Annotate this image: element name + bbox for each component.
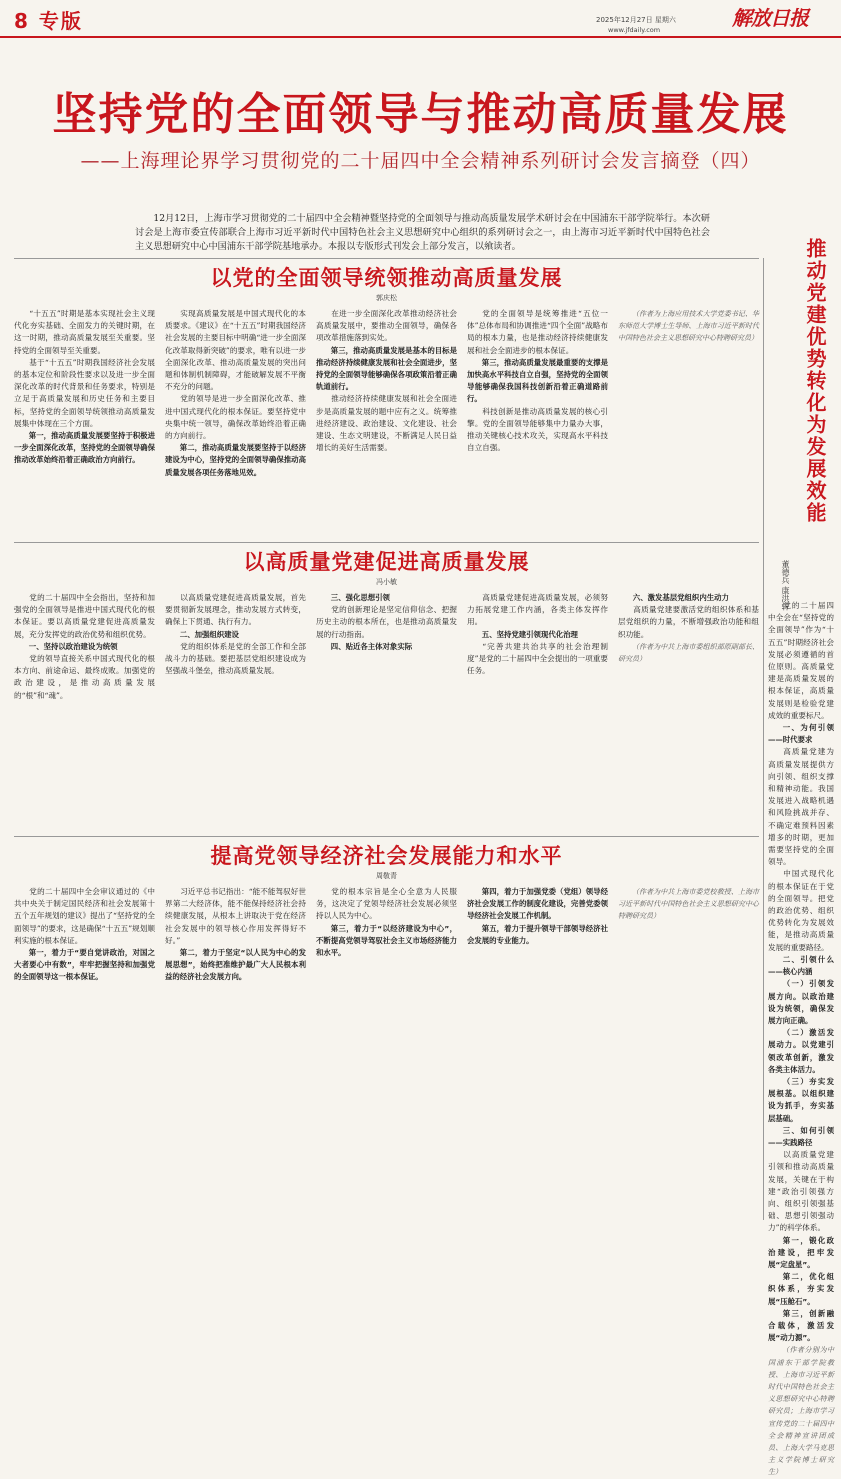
newspaper-logo: 解放日报	[732, 6, 808, 30]
paragraph: 推动经济持续健康发展和社会全面进步是高质量发展的题中应有之义。统筹推进经济建设、政治建设、文化建设、社会建设、生态文明建设，不断满足人民日益增长的美好生活需要。	[316, 394, 457, 453]
paragraph: 二、引领什么——核心内涵	[768, 954, 834, 977]
paragraph: 第二，优化组织体系，夯实发展“压舱石”。	[768, 1272, 834, 1306]
paragraph: 一、坚持以政治建设为统领	[28, 641, 118, 651]
paragraph: 党的全面领导是统筹推进“五位一体”总体布局和协调推进“四个全面”战略布局的根本力量，也是推动经济持续健康发展和社会全面进步的根本保证。	[467, 309, 608, 355]
article2-author: 冯小敏	[376, 578, 397, 586]
paragraph: 党的领导是进一步全面深化改革、推进中国式现代化的根本保证。要坚持党中央集中统一领导，确保改革始终沿着正确的方向前行。	[165, 394, 306, 441]
article2-body	[14, 592, 759, 832]
paragraph: 第五，着力于提升领导干部领导经济社会发展的专业能力。	[467, 923, 608, 945]
paragraph: 党的领导直接关系中国式现代化的根本方向、前途命运、最终成败。加强党的政治建设，是推动高质量发展的“根”和“魂”。	[14, 654, 155, 700]
paragraph: 党的创新理论是坚定信仰信念、把握历史主动的根本所在，也是推动高质量发展的行动指南。	[316, 605, 457, 639]
article3-body	[14, 886, 759, 1220]
article1-column	[316, 308, 457, 538]
article1-column	[467, 308, 608, 538]
article3-column	[14, 886, 155, 1220]
paragraph: 第一，着力于“要自觉讲政治，对国之大者要心中有数”，牢牢把握坚持和加强党的全面领导这一根本保证。	[14, 948, 155, 982]
article3-column	[316, 886, 457, 1220]
paragraph: 三、强化思想引领	[330, 593, 390, 602]
article4-body	[768, 600, 834, 1477]
page-number: 8 专版	[14, 9, 83, 33]
divider	[14, 836, 759, 837]
article1-author: 郭庆松	[376, 294, 397, 302]
article3-author: 周敬青	[376, 872, 397, 880]
article1-column	[14, 308, 155, 538]
paragraph: 第三，推动高质量发展是基本的目标是推动经济持续健康发展和社会全面进步，坚持党的全面领导能够确保各项政策沿着正确轨道前行。	[316, 345, 457, 392]
paragraph: 基于“十五五”时期我国经济社会发展的基本定位和阶段性要求以及进一步全面深化改革的时代背景和任务要求，特别是立足于高质量发展和历史任务和主要目标，坚持党的全面领导统领推动高质量发展集中体现在三个方面。	[14, 357, 155, 428]
paragraph: 习近平总书记指出：“能不能驾驭好世界第二大经济体，能不能保持经济社会持续健康发展，从根本上讲取决于党在经济社会发展中的领导核心作用发挥得好不好。”	[165, 887, 306, 945]
paragraph: 党的组织体系是党的全部工作和全部战斗力的基础。要把基层党组织建设成为坚强战斗堡垒，推动高质量发展。	[165, 641, 306, 676]
article2-column	[467, 592, 608, 832]
paragraph: 六、激发基层党组织内生动力	[632, 593, 729, 602]
article3-column	[467, 886, 608, 1220]
paragraph: 第一，锻化政治建设，把牢发展“定盘星”。	[768, 1235, 834, 1269]
article4-title: 推动党建优势转化为发展效能	[803, 238, 827, 524]
paragraph: 中国式现代化的根本保证在于党的全面领导。把党的政治优势、组织优势转化为发展效能，是推动高质量发展的重要路径。	[768, 869, 834, 952]
paragraph: 党的根本宗旨是全心全意为人民服务，这决定了党领导经济社会发展必须坚持以人民为中心。	[316, 887, 457, 921]
paragraph: 第三，创新融合载体，激活发展“动力源”。	[768, 1308, 834, 1343]
paragraph: 第三，着力于“以经济建设为中心”，不断提高党领导驾驭社会主义市场经济能力和水平。	[316, 923, 457, 958]
article3-column	[618, 886, 759, 1220]
paragraph: 第二，推动高质量发展要坚持于以经济建设为中心，坚持党的全面领导确保推动高质量发展各项任务落地见效。	[165, 443, 306, 477]
masthead-bar	[0, 0, 841, 38]
divider	[14, 542, 759, 543]
paragraph: 一、为何引领——时代要求	[768, 723, 834, 745]
paragraph: 党的二十届四中全会审议通过的《中共中央关于制定国民经济和社会发展第十五个五年规划的建议》提出了“坚持党的全面领导”的要求，这是确保“十五五”规划顺利实施的根本保证。	[14, 887, 155, 945]
page-headline: 坚持党的全面领导与推动高质量发展	[52, 89, 789, 140]
paragraph: 第四，着力于加强党委（党组）领导经济社会发展工作的制度化建设，完善党委领导经济社会发展工作机制。	[467, 887, 608, 921]
paragraph: 高质量党建为高质量发展提供方向引领、组织支撑和精神动能。我国发展进入战略机遇和风险挑战并存、不确定难预料因素增多的时期，更加需要坚持党的全面领导。	[768, 747, 834, 867]
article2-title: 以高质量党建促进高质量发展	[243, 550, 530, 574]
paragraph: 三、如何引领——实践路径	[768, 1125, 834, 1147]
paragraph: （作者分别为中国浦东干部学院教授、上海市习近平新时代中国特色社会主义思想研究中心特聘研究员；上海市学习宣传党的二十届四中全会精神宣讲团成员、上海大学马克思主义学院博士研究生）	[768, 1346, 834, 1477]
article3-title: 提高党领导经济社会发展能力和水平	[210, 844, 563, 868]
paragraph: 高质量党建促进高质量发展，必须努力拓展党建工作内涵，各类主体发挥作用。	[467, 593, 608, 627]
paragraph: 实现高质量发展是中国式现代化的本质要求。《建议》在“十五五”时期我国经济社会发展的主要目标中明确“进一步全面深化改革取得新突破”的要求，唯有以进一步全面深化改革、推动高质量发展的突出问题和体制机制障碍，才能破解发展不平衡不充分的问题。	[165, 309, 306, 392]
article4-column	[768, 600, 834, 1477]
article1-body	[14, 308, 759, 538]
paragraph: （作者为中共上海市委党校教授、上海市习近平新时代中国特色社会主义思想研究中心特聘研究员）	[618, 888, 759, 921]
paragraph: 在进一步全面深化改革推动经济社会高质量发展中，要推动全面领导，确保各项改革措施落到实处。	[316, 309, 457, 343]
column-rule	[763, 258, 764, 1220]
paragraph: （一）引领发展方向。以政治建设为统领，确保发展方向正确。	[768, 979, 834, 1025]
article1-title: 以党的全面领导统领推动高质量发展	[210, 266, 563, 290]
article1-column	[165, 308, 306, 538]
article2-column	[316, 592, 457, 832]
paragraph: （二）激活发展动力。以党建引领改革创新，激发各类主体活力。	[768, 1028, 834, 1074]
paragraph: 以高质量党建促进高质量发展，首先要贯彻新发展理念，推动发展方式转变，确保上下贯通、执行有力。	[165, 593, 306, 627]
article2-column	[14, 592, 155, 832]
paragraph: （作者为上海应用技术大学党委书记、华东师范大学博士生导师、上海市习近平新时代中国特色社会主义思想研究中心特聘研究员）	[618, 310, 759, 343]
intro-paragraph: 12月12日，上海市学习贯彻党的二十届四中全会精神暨坚持党的全面领导与推动高质量发展学术研讨会在中国浦东干部学院举行。本次研讨会是上海市委宣传部联合上海市习近平新时代中国特色社会主义思想研究中心组织的系列研讨会之一，由上海市习近平新时代中国特色社会主义思想研究中心中国浦东干部学院基地承办。本报以专版形式刊发会上部分发言，以飨读者。	[135, 213, 710, 252]
article3-column	[165, 886, 306, 1220]
article1-column	[618, 308, 759, 538]
paragraph: 以高质量党建引领和推动高质量发展，关键在于构建“政治引领强方向、组织引领强基础、思想引领强动力”的科学体系。	[768, 1150, 834, 1233]
paragraph: （三）夯实发展根基。以组织建设为抓手，夯实基层基础。	[768, 1076, 834, 1123]
paragraph: 高质量党建要激活党的组织体系和基层党组织的力量，不断增强政治功能和组织功能。	[618, 605, 759, 639]
page-subheadline: ——上海理论界学习贯彻党的二十届四中全会精神系列研讨会发言摘登（四）	[80, 150, 761, 172]
paragraph: 四、贴近各主体对象实际	[330, 641, 413, 651]
site-url[interactable]: www.jfdaily.com	[608, 26, 661, 34]
paragraph: 科技创新是推动高质量发展的核心引擎。党的全面领导能够集中力量办大事，推动关键核心技术攻关，实现高水平科技自立自强。	[467, 406, 608, 453]
paragraph: “十五五”时期是基本实现社会主义现代化夯实基础、全面发力的关键时期，在这一时期，推动高质量发展至关重要。坚持党的全面领导至关重要。	[14, 309, 155, 355]
article2-column	[165, 592, 306, 832]
article2-column	[618, 592, 759, 832]
paragraph: 党的二十届四中全会在“坚持党的全面领导”作为“十五五”时期经济社会发展必须遵循的首位原则。高质量党建是高质量发展的根本保证，高质量发展则是检验党建成效的重要标尺。	[768, 601, 834, 720]
paragraph: （作者为中共上海市委组织部原副部长、研究员）	[618, 642, 759, 664]
paragraph: 第一，推动高质量发展要坚持于积极进一步全面深化改革，坚持党的全面领导确保推动改革始终沿着正确政治方向前行。	[14, 431, 155, 465]
divider	[14, 258, 759, 259]
article4-author: 董德兵 康洪轩	[781, 560, 790, 611]
paragraph: 二、加强组织建设	[179, 629, 239, 639]
paragraph: 党的二十届四中全会指出，坚持和加强党的全面领导是推进中国式现代化的根本保证。要以高质量党建促进高质量发展，充分发挥党的政治优势和组织优势。	[14, 593, 155, 639]
paragraph: “完善共建共治共享的社会治理制度”是党的二十届四中全会提出的一项重要任务。	[467, 641, 608, 676]
paragraph: 第三，推动高质量发展最重要的支撑是加快高水平科技自立自强，坚持党的全面领导能够确保我国科技创新沿着正确道路前行。	[467, 357, 608, 404]
issue-date: 2025年12月27日 星期六	[596, 16, 676, 24]
paragraph: 五、坚持党建引领现代化治理	[481, 629, 578, 639]
paragraph: 第二，着力于坚定“以人民为中心的发展思想”，始终把准维护最广大人民根本利益的经济社会发展方向。	[165, 948, 306, 982]
